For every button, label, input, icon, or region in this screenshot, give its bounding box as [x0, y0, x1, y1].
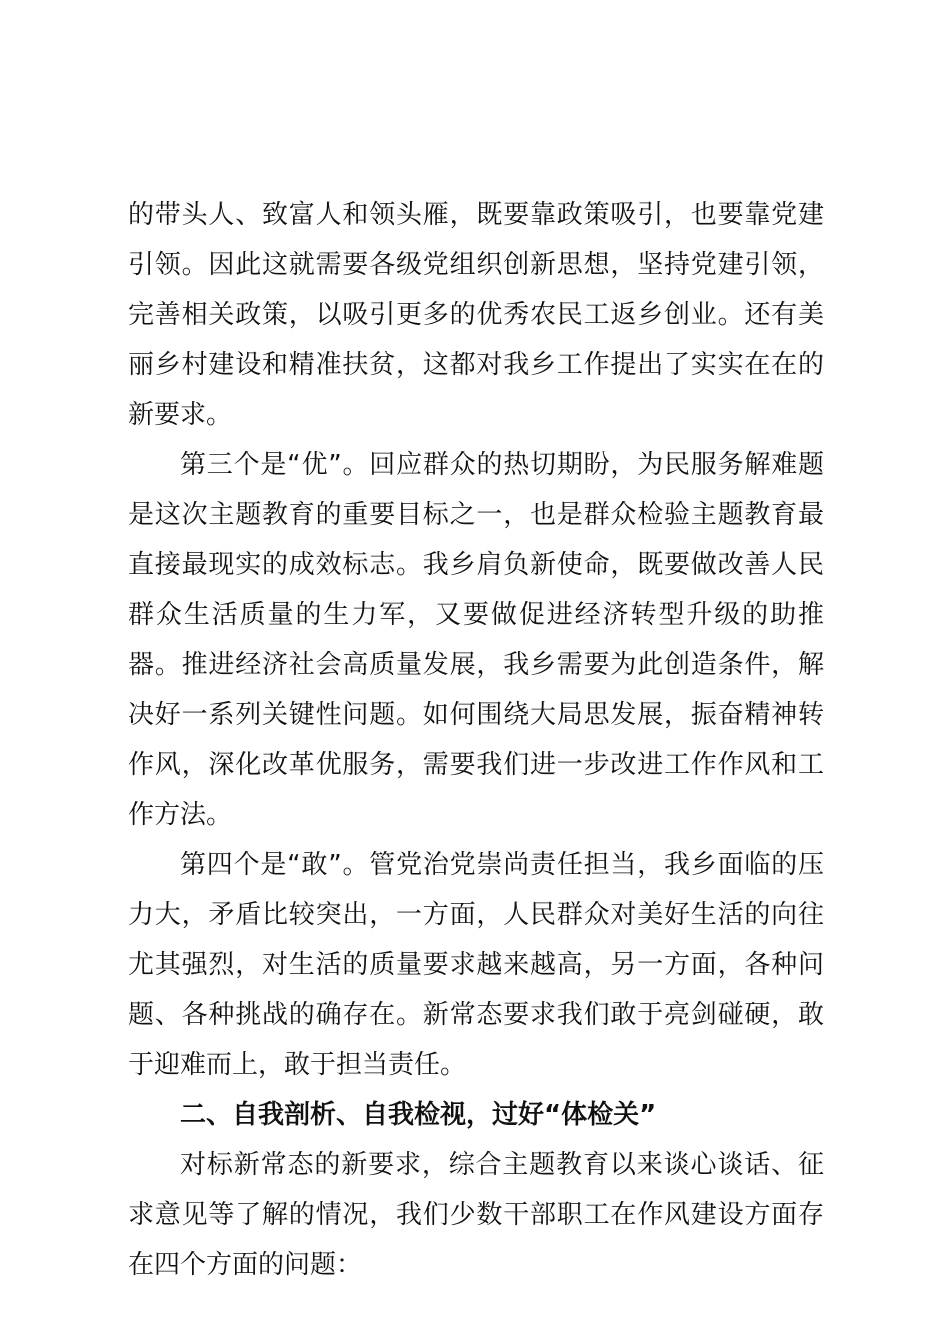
paragraph-1: 的带头人、致富人和领头雁，既要靠政策吸引，也要靠党建引领。因此这就需要各级党组织创新思想，坚持党建引领，完善相关政策，以吸引更多的优秀农民工返乡创业。还有美丽乡村建设和精准扶贫，这都对我乡工作提出了实实在在的新要求。: [128, 200, 824, 430]
section-heading: 二、自我剖析、自我检视，过好“体检关”: [180, 1100, 657, 1130]
paragraph-2: 第三个是“优”。回应群众的热切期盼，为民服务解难题是这次主题教育的重要目标之一，也是群众检验主题教育最直接最现实的成效标志。我乡肩负新使命，既要做改善人民群众生活质量的生力军，又要做促进经济转型升级的助推器。推进经济社会高质量发展，我乡需要为此创造条件，解决好一系列关键性问题。如何围绕大局思发展，振奋精神转作风，深化改革优服务，需要我们进一步改进工作作风和工作方法。: [128, 450, 824, 830]
document-body: [128, 190, 824, 1290]
paragraph-3: 第四个是“敢”。管党治党崇尚责任担当，我乡面临的压力大，矛盾比较突出，一方面，人民群众对美好生活的向往尤其强烈，对生活的质量要求越来越高，另一方面，各种问题、各种挑战的确存在。新常态要求我们敢于亮剑碰硬，敢于迎难而上，敢于担当责任。: [128, 850, 824, 1080]
paragraph-4: 对标新常态的新要求，综合主题教育以来谈心谈话、征求意见等了解的情况，我们少数干部职工在作风建设方面存在四个方面的问题：: [128, 1150, 824, 1280]
